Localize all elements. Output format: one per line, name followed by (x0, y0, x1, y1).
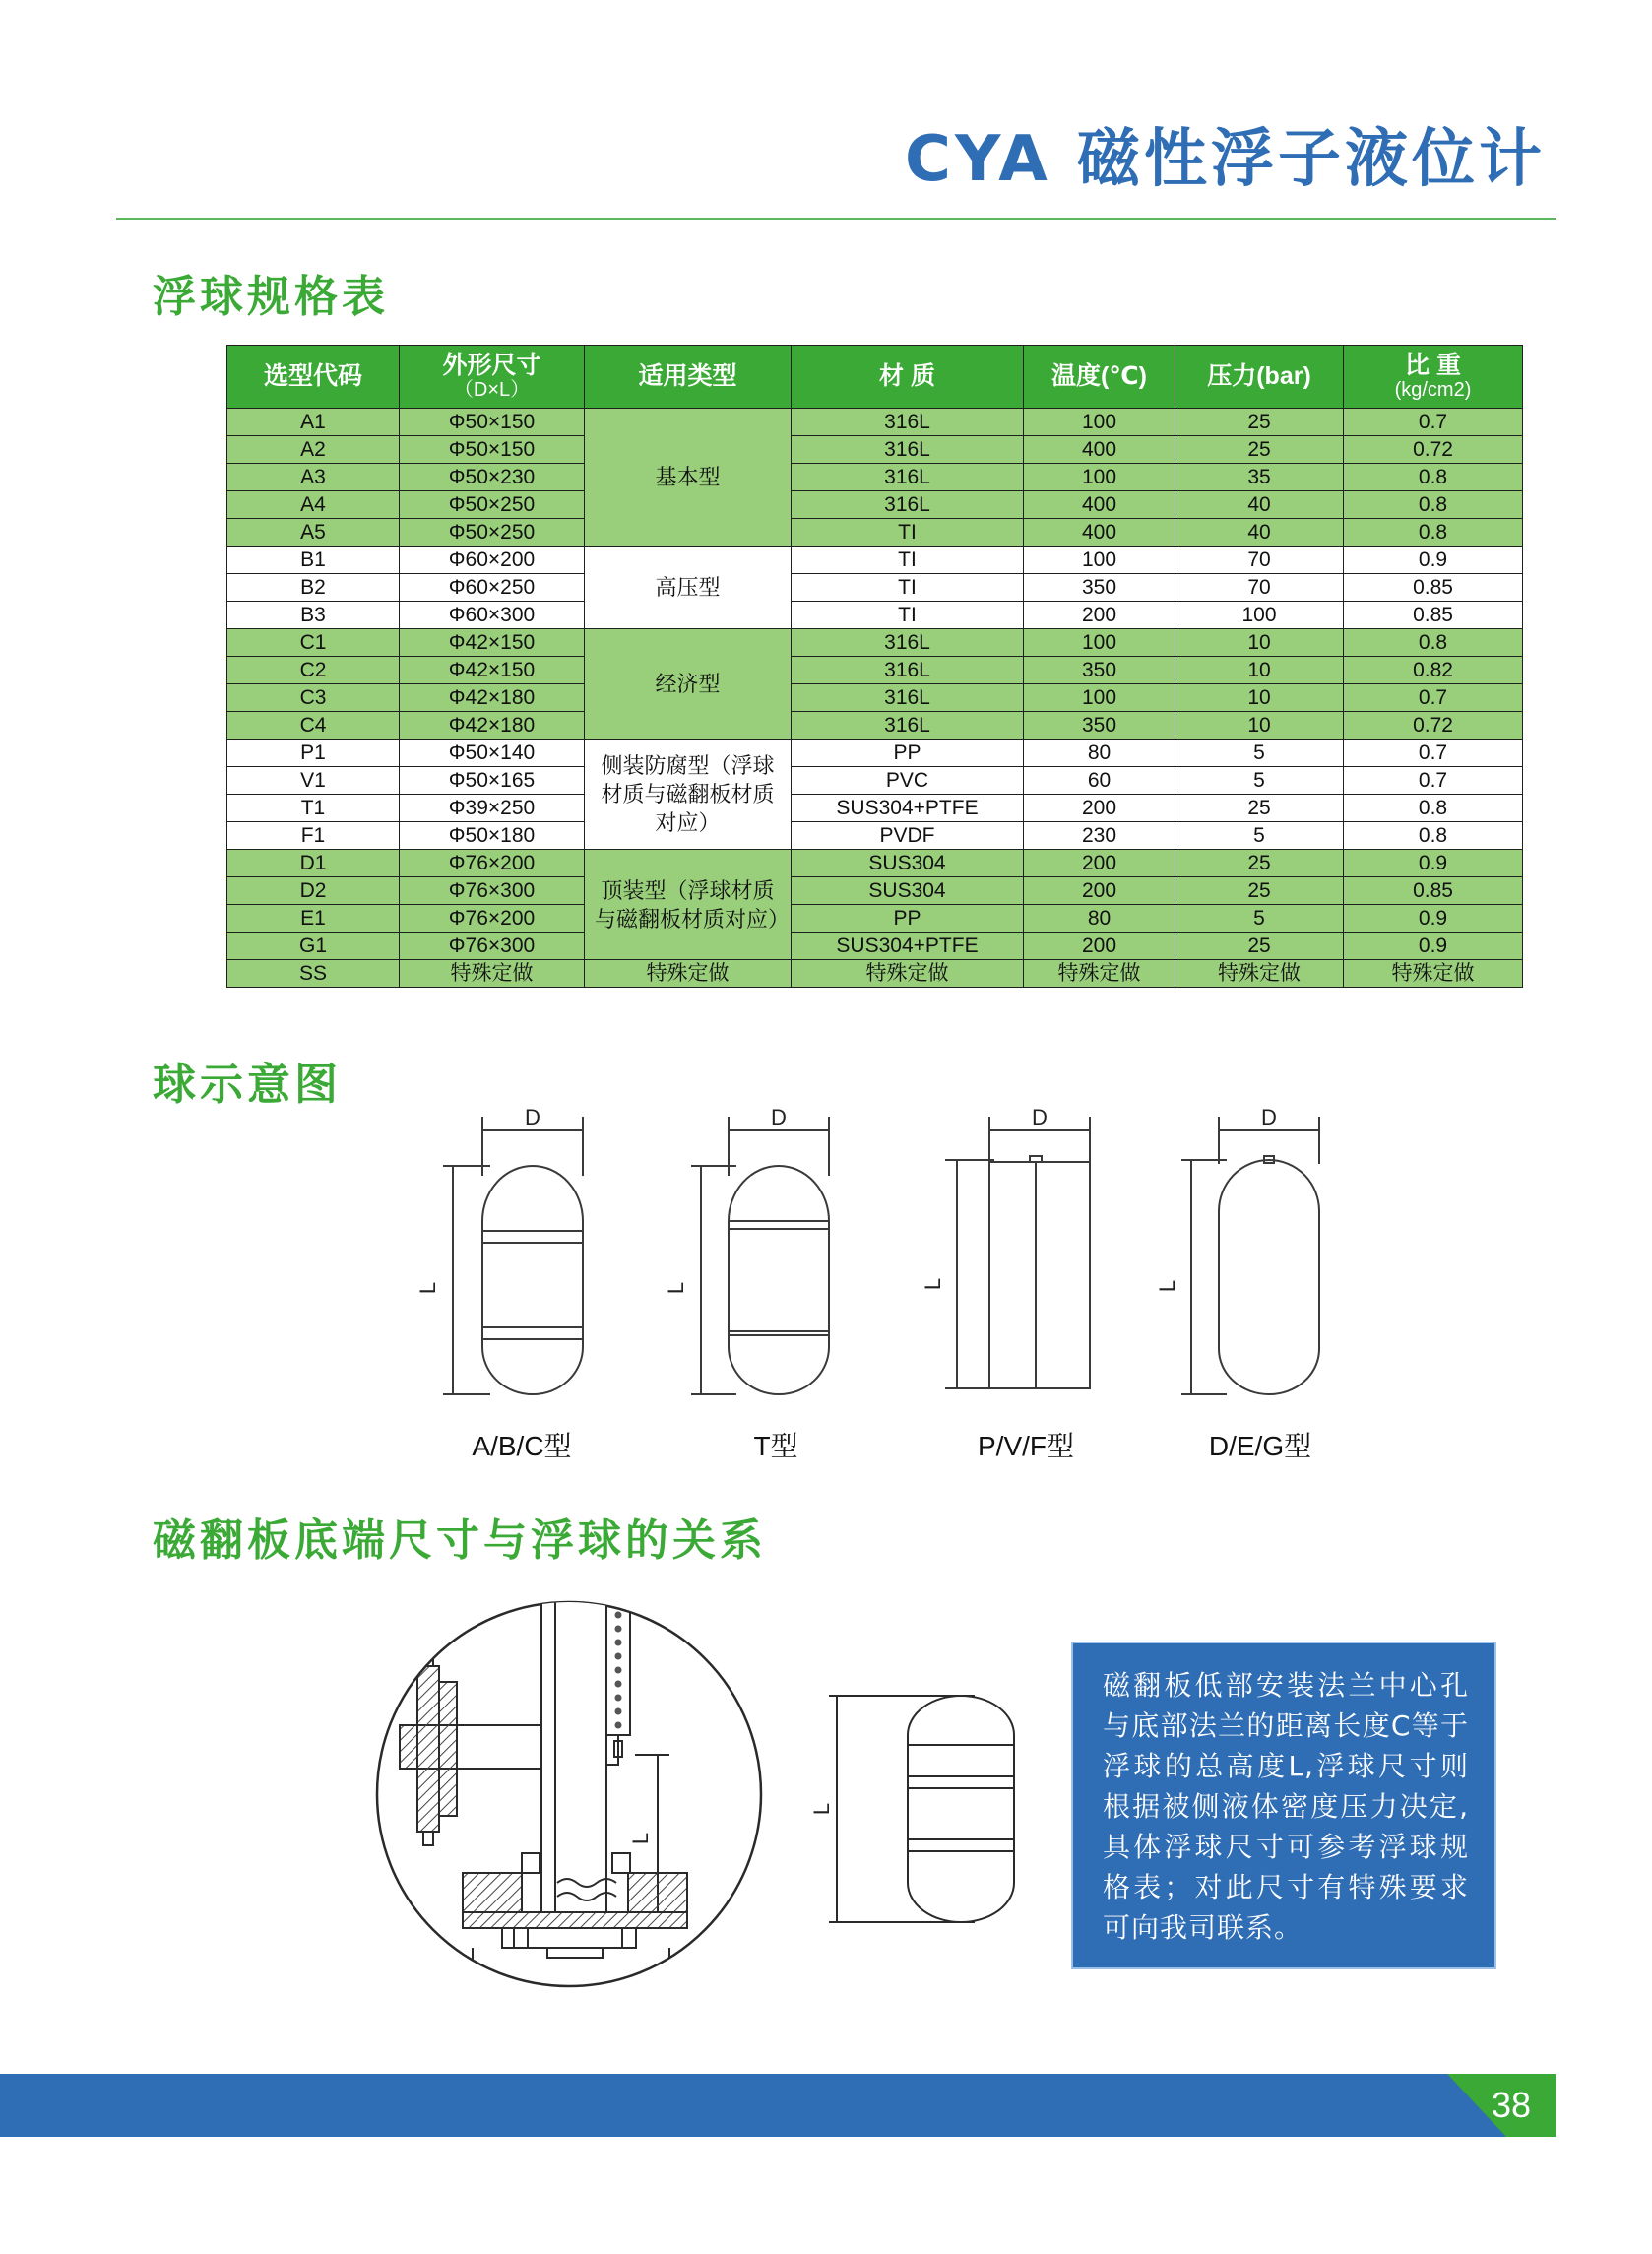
cell-type-group: 侧装防腐型（浮球材质与磁翻板材质对应） (585, 740, 792, 850)
cell-size: Φ50×140 (400, 740, 585, 767)
cell-size: Φ60×250 (400, 574, 585, 602)
cell-size: Φ60×300 (400, 602, 585, 629)
dim-l-pvf: L (921, 1277, 945, 1291)
cell-pressure: 5 (1175, 822, 1344, 850)
cell-material: PVC (792, 767, 1024, 795)
dim-l-detail: L (628, 1832, 653, 1845)
dim-d-abc: D (525, 1105, 540, 1129)
cell-material: PP (792, 905, 1024, 933)
dim-l-deg: L (1155, 1279, 1179, 1293)
cell-code: T1 (227, 795, 400, 822)
header-size (400, 346, 585, 409)
cell-density: 0.9 (1344, 905, 1523, 933)
section-heading-ball-diagram: 球示意图 (153, 1060, 342, 1110)
cell-type-group: 顶装型（浮球材质与磁翻板材质对应） (585, 850, 792, 960)
cell-pressure: 特殊定做 (1175, 960, 1344, 988)
table-header-row (227, 346, 1523, 409)
cell-density: 0.7 (1344, 409, 1523, 436)
cell-size: Φ50×165 (400, 767, 585, 795)
table-row (227, 960, 1523, 988)
cell-pressure: 10 (1175, 657, 1344, 684)
float-t (691, 1117, 829, 1394)
header-type: 适用类型 (585, 346, 792, 409)
cell-pressure: 5 (1175, 740, 1344, 767)
section-heading-spec-table: 浮球规格表 (153, 272, 389, 322)
cell-code: C3 (227, 684, 400, 712)
cell-code: F1 (227, 822, 400, 850)
cell-pressure: 25 (1175, 795, 1344, 822)
cell-density: 0.8 (1344, 822, 1523, 850)
table-row (227, 491, 1523, 519)
cell-temperature: 80 (1024, 905, 1175, 933)
relation-diagram (374, 1587, 1024, 2001)
header-density-label: 比 重 (1405, 351, 1461, 379)
cell-temperature: 200 (1024, 877, 1175, 905)
table-row (227, 519, 1523, 547)
cell-size: Φ50×250 (400, 519, 585, 547)
cell-code: V1 (227, 767, 400, 795)
cell-pressure: 10 (1175, 684, 1344, 712)
cell-size: Φ42×150 (400, 657, 585, 684)
table-row (227, 740, 1523, 767)
header-code: 选型代码 (227, 346, 400, 409)
cell-temperature: 80 (1024, 740, 1175, 767)
cell-temperature: 230 (1024, 822, 1175, 850)
cell-pressure: 25 (1175, 436, 1344, 464)
cell-material: SUS304+PTFE (792, 795, 1024, 822)
cell-temperature: 200 (1024, 795, 1175, 822)
cell-pressure: 25 (1175, 877, 1344, 905)
table-row (227, 933, 1523, 960)
cell-pressure: 25 (1175, 933, 1344, 960)
cell-code: A3 (227, 464, 400, 491)
table-row (227, 409, 1523, 436)
cell-density: 0.85 (1344, 602, 1523, 629)
header-size-label: 外形尺寸 (442, 351, 541, 379)
cell-pressure: 70 (1175, 574, 1344, 602)
cell-type-group: 基本型 (585, 409, 792, 547)
caption-t: T型 (753, 1431, 798, 1461)
cell-size: Φ76×300 (400, 933, 585, 960)
table-row (227, 574, 1523, 602)
note-box: 磁翻板低部安装法兰中心孔与底部法兰的距离长度C等于浮球的总高度L,浮球尺寸则根据被侧液体密度压力决定,具体浮球尺寸可参考浮球规格表；对此尺寸有特殊要求可向我司联系。 (1071, 1642, 1496, 1969)
table-row (227, 547, 1523, 574)
cell-material: 316L (792, 712, 1024, 740)
cell-code: A5 (227, 519, 400, 547)
cell-temperature: 特殊定做 (1024, 960, 1175, 988)
table-row (227, 905, 1523, 933)
cell-temperature: 350 (1024, 657, 1175, 684)
dim-l-float: L (809, 1802, 834, 1816)
table-row (227, 877, 1523, 905)
cell-material: 316L (792, 464, 1024, 491)
dim-d-pvf: D (1032, 1105, 1048, 1129)
cell-density: 0.72 (1344, 436, 1523, 464)
cell-material: TI (792, 547, 1024, 574)
cell-material: 316L (792, 684, 1024, 712)
cell-pressure: 10 (1175, 712, 1344, 740)
cell-size: Φ50×180 (400, 822, 585, 850)
detail-circle (377, 1587, 761, 1986)
cell-code: D1 (227, 850, 400, 877)
cell-density: 0.9 (1344, 933, 1523, 960)
cell-density: 0.85 (1344, 574, 1523, 602)
cell-density: 0.7 (1344, 767, 1523, 795)
cell-temperature: 100 (1024, 464, 1175, 491)
table-row (227, 850, 1523, 877)
cell-pressure: 100 (1175, 602, 1344, 629)
table-row (227, 684, 1523, 712)
title-divider (116, 218, 1556, 220)
cell-type: 特殊定做 (585, 960, 792, 988)
cell-density: 0.9 (1344, 850, 1523, 877)
cell-temperature: 100 (1024, 629, 1175, 657)
footer-bar (0, 2074, 1556, 2137)
cell-temperature: 60 (1024, 767, 1175, 795)
cell-code: B3 (227, 602, 400, 629)
cell-code: G1 (227, 933, 400, 960)
cell-temperature: 400 (1024, 436, 1175, 464)
float-abc (443, 1117, 583, 1394)
table-row (227, 436, 1523, 464)
dim-l-t: L (664, 1281, 688, 1295)
table-body (227, 409, 1523, 988)
cell-temperature: 350 (1024, 574, 1175, 602)
cell-code: A2 (227, 436, 400, 464)
cell-pressure: 10 (1175, 629, 1344, 657)
section-heading-relation: 磁翻板底端尺寸与浮球的关系 (153, 1515, 767, 1566)
cell-pressure: 35 (1175, 464, 1344, 491)
header-size-sub: （D×L） (453, 379, 531, 402)
cell-density: 0.8 (1344, 629, 1523, 657)
cell-material: 316L (792, 491, 1024, 519)
cell-code: B1 (227, 547, 400, 574)
page-title: CYA 磁性浮子液位计 (905, 123, 1546, 196)
cell-density: 0.7 (1344, 740, 1523, 767)
cell-code: A1 (227, 409, 400, 436)
cell-size: Φ42×150 (400, 629, 585, 657)
cell-density: 0.85 (1344, 877, 1523, 905)
cell-material: 316L (792, 629, 1024, 657)
cell-size: Φ76×300 (400, 877, 585, 905)
float-spec-table (226, 345, 1523, 988)
cell-code: A4 (227, 491, 400, 519)
page-number: 38 (1491, 2085, 1531, 2125)
cell-code: C1 (227, 629, 400, 657)
cell-material: PP (792, 740, 1024, 767)
dim-d-t: D (771, 1105, 787, 1129)
cell-density: 0.7 (1344, 684, 1523, 712)
cell-density: 特殊定做 (1344, 960, 1523, 988)
cell-pressure: 5 (1175, 767, 1344, 795)
table-row (227, 822, 1523, 850)
cell-size: Φ60×200 (400, 547, 585, 574)
cell-material: SUS304 (792, 850, 1024, 877)
cell-material: TI (792, 602, 1024, 629)
cell-material: TI (792, 574, 1024, 602)
cell-temperature: 400 (1024, 491, 1175, 519)
cell-density: 0.8 (1344, 519, 1523, 547)
cell-material: SUS304+PTFE (792, 933, 1024, 960)
float-deg (1181, 1117, 1319, 1394)
table-row (227, 464, 1523, 491)
cell-density: 0.8 (1344, 491, 1523, 519)
cell-material: 316L (792, 657, 1024, 684)
ball-diagram (413, 1103, 1359, 1477)
cell-code: C2 (227, 657, 400, 684)
cell-density: 0.8 (1344, 795, 1523, 822)
cell-code: D2 (227, 877, 400, 905)
caption-abc: A/B/C型 (472, 1431, 572, 1461)
cell-density: 0.9 (1344, 547, 1523, 574)
cell-size: 特殊定做 (400, 960, 585, 988)
cell-size: Φ76×200 (400, 905, 585, 933)
table-row (227, 657, 1523, 684)
cell-size: Φ50×150 (400, 409, 585, 436)
table-row (227, 767, 1523, 795)
dim-d-deg: D (1261, 1105, 1277, 1129)
cell-density: 0.72 (1344, 712, 1523, 740)
cell-pressure: 40 (1175, 491, 1344, 519)
float-pvf (945, 1117, 1090, 1388)
table-row (227, 712, 1523, 740)
cell-temperature: 200 (1024, 933, 1175, 960)
header-temperature: 温度(℃) (1024, 346, 1175, 409)
cell-pressure: 5 (1175, 905, 1344, 933)
header-density-sub: (kg/cm2) (1394, 379, 1472, 402)
cell-pressure: 25 (1175, 409, 1344, 436)
cell-temperature: 100 (1024, 547, 1175, 574)
cell-size: Φ50×250 (400, 491, 585, 519)
cell-size: Φ76×200 (400, 850, 585, 877)
cell-type-group: 高压型 (585, 547, 792, 629)
header-material: 材 质 (792, 346, 1024, 409)
cell-size: Φ50×150 (400, 436, 585, 464)
cell-code: C4 (227, 712, 400, 740)
cell-size: Φ42×180 (400, 684, 585, 712)
cell-material: 特殊定做 (792, 960, 1024, 988)
cell-size: Φ42×180 (400, 712, 585, 740)
header-density (1344, 346, 1523, 409)
cell-temperature: 100 (1024, 684, 1175, 712)
table-row (227, 629, 1523, 657)
cell-size: Φ50×230 (400, 464, 585, 491)
dim-l-abc: L (415, 1281, 440, 1295)
caption-pvf: P/V/F型 (977, 1431, 1075, 1461)
cell-material: TI (792, 519, 1024, 547)
cell-code: B2 (227, 574, 400, 602)
table-row (227, 602, 1523, 629)
caption-deg: D/E/G型 (1208, 1431, 1312, 1461)
cell-temperature: 100 (1024, 409, 1175, 436)
cell-code: E1 (227, 905, 400, 933)
cell-temperature: 350 (1024, 712, 1175, 740)
cell-material: 316L (792, 409, 1024, 436)
cell-code: SS (227, 960, 400, 988)
cell-material: SUS304 (792, 877, 1024, 905)
cell-density: 0.8 (1344, 464, 1523, 491)
cell-type-group: 经济型 (585, 629, 792, 740)
cell-code: P1 (227, 740, 400, 767)
cell-temperature: 200 (1024, 850, 1175, 877)
cell-pressure: 25 (1175, 850, 1344, 877)
cell-material: 316L (792, 436, 1024, 464)
cell-material: PVDF (792, 822, 1024, 850)
header-pressure: 压力(bar) (1175, 346, 1344, 409)
cell-temperature: 200 (1024, 602, 1175, 629)
cell-pressure: 40 (1175, 519, 1344, 547)
cell-pressure: 70 (1175, 547, 1344, 574)
cell-size: Φ39×250 (400, 795, 585, 822)
cell-temperature: 400 (1024, 519, 1175, 547)
table-row (227, 795, 1523, 822)
cell-density: 0.82 (1344, 657, 1523, 684)
relation-float (829, 1696, 1014, 1922)
